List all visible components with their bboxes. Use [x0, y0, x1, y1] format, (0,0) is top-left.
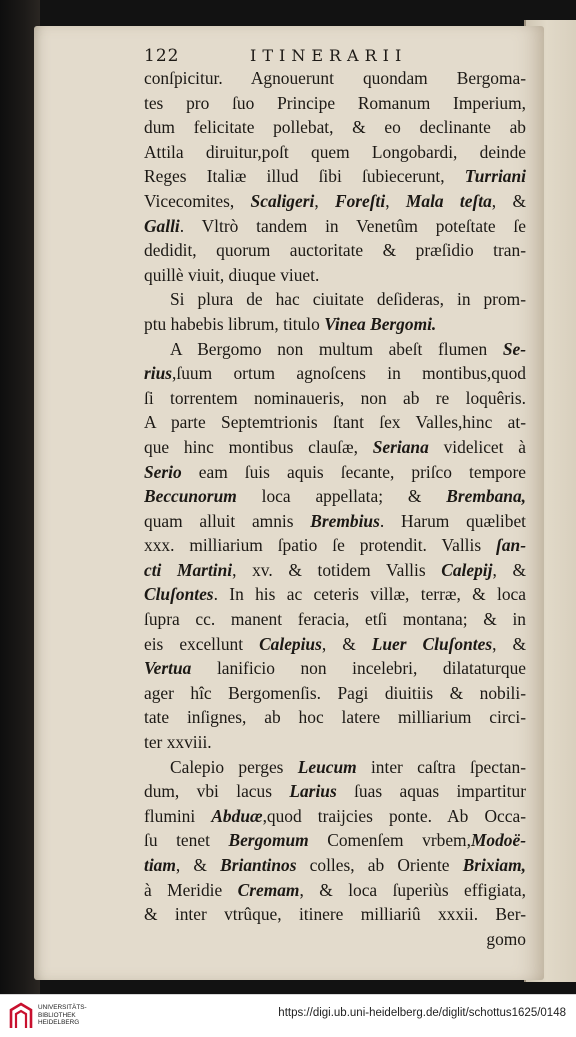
- text-segment: , &: [492, 559, 526, 580]
- text-line: [144, 312, 526, 337]
- text-segment: flumini: [144, 805, 212, 826]
- italic-proper-name: Brembana,: [446, 486, 526, 507]
- text-line: [144, 287, 526, 312]
- text-line: [144, 730, 526, 755]
- text-segment: dum felicitate pollebat, & eo declinante ab: [144, 117, 526, 138]
- text-segment: , &: [175, 855, 221, 875]
- italic-proper-name: Briantinos: [220, 855, 297, 875]
- text-segment: quam alluit amnis: [144, 510, 311, 531]
- text-line: [144, 238, 526, 263]
- italic-proper-name: Scaligeri: [250, 190, 315, 211]
- italic-proper-name: Brembius: [310, 510, 380, 531]
- text-segment: , &: [491, 190, 526, 211]
- text-segment: gomo: [486, 928, 526, 949]
- text-line: [144, 91, 526, 116]
- text-segment: tes pro ſuo Principe Romanum Imperium,: [144, 92, 526, 113]
- italic-proper-name: Bergomum: [228, 830, 309, 851]
- text-segment: loca appellata; &: [236, 486, 447, 507]
- text-segment: eam ſuis aquis ſecante, priſco tempore: [181, 461, 526, 482]
- text-line: [144, 582, 526, 607]
- text-segment: ,: [385, 190, 406, 211]
- italic-proper-name: Luer Cluſontes: [371, 633, 493, 654]
- italic-proper-name: Foreſti: [334, 190, 386, 211]
- text-line: [144, 755, 526, 780]
- italic-proper-name: Mala teſta: [405, 190, 492, 211]
- text-segment: , & loca ſuperiùs effigiata,: [299, 879, 526, 900]
- text-segment: ptu habebis librum, titulo: [144, 313, 325, 334]
- text-segment: Vicecomites,: [144, 190, 251, 211]
- italic-proper-name: Se-: [502, 338, 526, 359]
- italic-proper-name: Seriana: [372, 436, 429, 457]
- library-name-line: UNIVERSITÄTS-: [38, 1004, 87, 1011]
- italic-proper-name: Turriani: [464, 166, 526, 187]
- text-line: [144, 705, 526, 730]
- text-segment: Calepio perges: [170, 756, 298, 777]
- text-line: [144, 410, 526, 435]
- text-line: [144, 214, 526, 239]
- text-line: [144, 189, 526, 214]
- text-line: [144, 337, 526, 362]
- text-segment: conſpicitur. Agnouerunt quondam Bergoma-: [144, 68, 526, 88]
- italic-proper-name: tiam: [144, 855, 176, 875]
- text-segment: ager hîc Bergomenſis. Pagi diuitiis & nobili-: [144, 682, 526, 703]
- text-segment: & inter vtrûque, itinere milliariû xxxii. Ber-: [144, 904, 526, 925]
- italic-proper-name: Brixiam,: [462, 855, 526, 875]
- text-line: [144, 533, 526, 558]
- source-url-link[interactable]: https://digi.ub.uni-heidelberg.de/diglit/schottus1625/0148: [278, 1007, 566, 1019]
- text-line: [144, 607, 526, 632]
- text-line: [144, 115, 526, 140]
- text-line: [144, 902, 526, 927]
- text-segment: inter caſtra ſpectan-: [356, 756, 526, 777]
- text-segment: Si plura de hac ciuitate deſideras, in prom-: [170, 289, 526, 310]
- italic-proper-name: Abduæ: [211, 805, 263, 826]
- text-line: [144, 263, 526, 288]
- text-segment: A parte Septemtrionis ſtant ſex Valles,hinc at-: [144, 412, 526, 433]
- italic-proper-name: Cremam: [237, 879, 300, 900]
- text-segment: tate inſignes, ab hoc latere milliarium circi-: [144, 707, 526, 728]
- text-segment: Comenſem vrbem,: [308, 830, 471, 851]
- running-head: ITINERARII: [250, 46, 408, 65]
- italic-proper-name: cti Martini: [144, 559, 233, 580]
- text-line: [144, 632, 526, 657]
- italic-proper-name: Vinea Bergomi.: [324, 313, 437, 334]
- text-line: [144, 681, 526, 706]
- text-line: [144, 484, 526, 509]
- catchword: [144, 927, 526, 952]
- text-segment: . In his ac ceteris villæ, terræ, & loca: [213, 584, 526, 605]
- university-library-logo-icon: [8, 1002, 34, 1030]
- text-segment: dedidit, quorum auctoritate & præſidio tran-: [144, 240, 526, 261]
- library-name: [38, 1004, 87, 1027]
- text-line: [144, 361, 526, 386]
- text-line: [144, 656, 526, 681]
- italic-proper-name: Galli: [144, 215, 180, 236]
- text-segment: . Harum quælibet: [379, 510, 526, 531]
- text-segment: colles, ab Oriente: [296, 855, 463, 875]
- text-segment: ,: [314, 190, 335, 211]
- text-segment: . Vltrò tandem in Venetûm poteſtate ſe: [179, 215, 526, 236]
- italic-proper-name: Calepius: [259, 633, 322, 654]
- text-line: [144, 878, 526, 903]
- text-segment: lanificio non incelebri, dilataturque: [191, 658, 526, 679]
- text-line: [144, 460, 526, 485]
- text-segment: eis excellunt: [144, 633, 260, 654]
- text-segment: que hinc montibus clauſæ,: [144, 436, 373, 457]
- text-segment: ,ſuum ortum agnoſcens in montibus,quod: [172, 363, 526, 384]
- italic-proper-name: Leucum: [297, 756, 357, 777]
- italic-proper-name: Vertua: [144, 658, 192, 679]
- text-segment: dum, vbi lacus: [144, 781, 290, 802]
- body-text: [144, 66, 526, 951]
- text-segment: quillè viuit, diuque viuet.: [144, 264, 320, 285]
- text-segment: xxx. milliarium ſpatio ſe protendit. Vallis: [144, 535, 497, 556]
- italic-proper-name: Calepij: [441, 559, 493, 580]
- italic-proper-name: Serio: [144, 461, 182, 482]
- page-header: [144, 46, 524, 68]
- text-segment: ſu tenet: [144, 830, 229, 851]
- library-name-line: HEIDELBERG: [38, 1019, 80, 1027]
- text-line: [144, 66, 526, 91]
- text-line: [144, 779, 526, 804]
- italic-proper-name: rius: [144, 363, 173, 384]
- text-segment: , xv. & totidem Vallis: [232, 559, 442, 580]
- page-number: 122: [144, 46, 180, 66]
- text-segment: Reges Italiæ illud ſibi ſubiecerunt,: [144, 166, 465, 187]
- text-line: [144, 853, 526, 878]
- text-segment: ſuas aquas impartitur: [336, 781, 526, 802]
- text-segment: ſupra cc. manent feracia, etſi montana; & in: [144, 609, 526, 630]
- text-segment: ſi torrentem nominaueris, non ab re loquêris.: [144, 387, 526, 408]
- text-line: [144, 558, 526, 583]
- text-segment: Attila diruitur,poſt quem Longobardi, deinde: [144, 141, 526, 162]
- text-segment: , &: [492, 633, 526, 654]
- text-segment: ter xxviii.: [144, 732, 212, 753]
- text-segment: , &: [321, 633, 372, 654]
- italic-proper-name: Cluſontes: [144, 584, 214, 605]
- text-segment: videlicet à: [428, 436, 526, 457]
- text-line: [144, 828, 526, 853]
- library-name-line: BIBLIOTHEK: [38, 1011, 76, 1019]
- viewer-footer: [0, 994, 576, 1037]
- text-line: [144, 386, 526, 411]
- italic-proper-name: Beccunorum: [144, 486, 237, 507]
- text-line: [144, 164, 526, 189]
- text-line: [144, 804, 526, 829]
- italic-proper-name: Modoë-: [470, 830, 526, 851]
- text-line: [144, 435, 526, 460]
- text-segment: à Meridie: [144, 879, 238, 900]
- text-segment: ,quod traijcies ponte. Ab Occa-: [262, 805, 526, 826]
- text-segment: A Bergomo non multum abeſt flumen: [170, 338, 503, 359]
- italic-proper-name: ſan-: [496, 535, 526, 556]
- text-line: [144, 140, 526, 165]
- italic-proper-name: Larius: [289, 781, 337, 802]
- text-line: [144, 509, 526, 534]
